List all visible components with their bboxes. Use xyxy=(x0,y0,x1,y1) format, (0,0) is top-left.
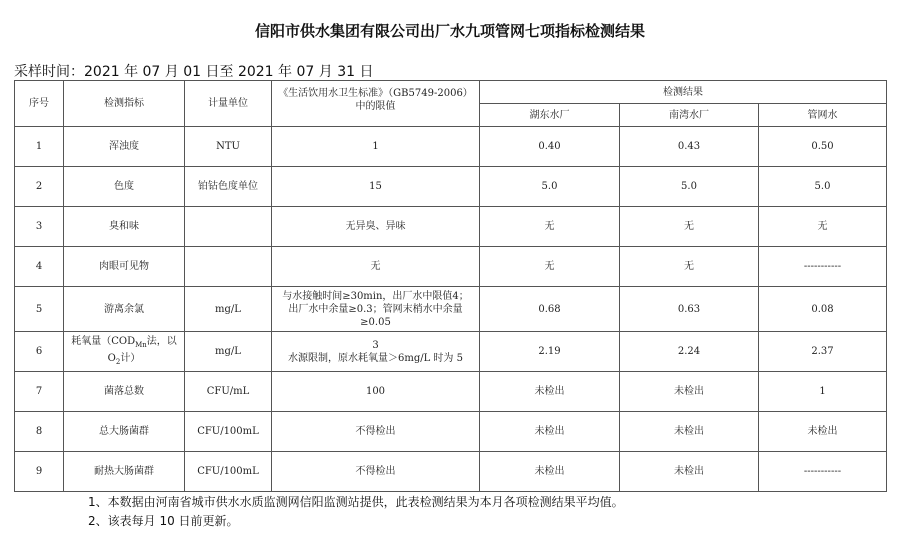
cell-site-hudong: 5.0 xyxy=(480,167,620,207)
cell-indicator: 耗氧量（$COD_{Mn}$法，以$O_2$计） xyxy=(64,332,185,372)
cell-site-nanwan: 0.63 xyxy=(620,287,759,332)
cell-unit: 铂钴色度单位 xyxy=(185,167,272,207)
cell-indicator: 肉眼可见物 xyxy=(64,247,185,287)
cell-index: 2 xyxy=(15,167,64,207)
cell-limit: 无 xyxy=(272,247,480,287)
cell-site-hudong: 2.19 xyxy=(480,332,620,372)
page-title: 信阳市供水集团有限公司出厂水九项管网七项指标检测结果 xyxy=(254,22,645,40)
cell-site-network: 无 xyxy=(759,207,887,247)
table-row xyxy=(15,412,887,452)
cell-site-hudong: 0.40 xyxy=(480,127,620,167)
cell-indicator: 色度 xyxy=(64,167,185,207)
cell-indicator: 菌落总数 xyxy=(64,372,185,412)
cell-site-nanwan: 2.24 xyxy=(620,332,759,372)
header-site-hudong: 湖东水厂 xyxy=(480,104,620,127)
cell-site-hudong: 未检出 xyxy=(480,412,620,452)
cell-limit: 无异臭、异味 xyxy=(272,207,480,247)
sampling-time: 采样时间：2021 年 07 月 01 日至 2021 年 07 月 31 日 xyxy=(14,64,374,80)
cell-site-network: 5.0 xyxy=(759,167,887,207)
cell-site-network: 0.50 xyxy=(759,127,887,167)
header-results: 检测结果 xyxy=(480,81,887,104)
table-row xyxy=(15,452,887,492)
results-table xyxy=(14,80,887,492)
cell-site-hudong: 无 xyxy=(480,247,620,287)
header-limit: 《生活饮用水卫生标准》（GB5749-2006）中的限值 xyxy=(272,81,480,127)
header-site-network: 管网水 xyxy=(759,104,887,127)
cell-indicator: 总大肠菌群 xyxy=(64,412,185,452)
cell-indicator: 耐热大肠菌群 xyxy=(64,452,185,492)
table-row xyxy=(15,247,887,287)
cell-index: 3 xyxy=(15,207,64,247)
cell-site-hudong: 未检出 xyxy=(480,452,620,492)
cell-site-nanwan: 无 xyxy=(620,207,759,247)
cell-site-network: ----------- xyxy=(759,247,887,287)
cell-limit: 与水接触时间≥30min，出厂水中限值4；出厂水中余量≥0.3；管网末梢水中余量≥0.05 xyxy=(272,287,480,332)
footnote-source: 1、本数据由河南省城市供水水质监测网信阳监测站提供，此表检测结果为本月各项检测结果平均值。 xyxy=(88,495,624,509)
cell-site-network: 未检出 xyxy=(759,412,887,452)
cell-limit: 1 xyxy=(272,127,480,167)
header-index: 序号 xyxy=(15,81,64,127)
cell-site-nanwan: 未检出 xyxy=(620,372,759,412)
cell-indicator: 浑浊度 xyxy=(64,127,185,167)
cell-site-nanwan: 未检出 xyxy=(620,452,759,492)
footnote-update: 2、该表每月 10 日前更新。 xyxy=(88,514,239,528)
cell-unit: CFU/100mL xyxy=(185,452,272,492)
cell-site-nanwan: 无 xyxy=(620,247,759,287)
cell-index: 8 xyxy=(15,412,64,452)
cell-index: 7 xyxy=(15,372,64,412)
cell-unit xyxy=(185,247,272,287)
table-row xyxy=(15,207,887,247)
header-site-nanwan: 南湾水厂 xyxy=(620,104,759,127)
cell-site-hudong: 无 xyxy=(480,207,620,247)
table-row xyxy=(15,332,887,372)
cell-limit: 不得检出 xyxy=(272,452,480,492)
cell-site-hudong: 未检出 xyxy=(480,372,620,412)
cell-index: 5 xyxy=(15,287,64,332)
cell-unit: mg/L xyxy=(185,332,272,372)
cell-index: 4 xyxy=(15,247,64,287)
cell-limit: 15 xyxy=(272,167,480,207)
cell-site-network: 1 xyxy=(759,372,887,412)
cell-site-nanwan: 5.0 xyxy=(620,167,759,207)
cell-indicator: 游离余氯 xyxy=(64,287,185,332)
cell-indicator: 臭和味 xyxy=(64,207,185,247)
cell-limit: 100 xyxy=(272,372,480,412)
cell-unit: NTU xyxy=(185,127,272,167)
cell-index: 9 xyxy=(15,452,64,492)
cell-site-nanwan: 未检出 xyxy=(620,412,759,452)
table-row xyxy=(15,167,887,207)
cell-site-network: 0.08 xyxy=(759,287,887,332)
table-row xyxy=(15,372,887,412)
cell-limit: 不得检出 xyxy=(272,412,480,452)
cell-unit: CFU/100mL xyxy=(185,412,272,452)
cell-site-nanwan: 0.43 xyxy=(620,127,759,167)
header-unit: 计量单位 xyxy=(185,81,272,127)
cell-unit xyxy=(185,207,272,247)
footnotes xyxy=(88,493,624,531)
cell-index: 6 xyxy=(15,332,64,372)
cell-site-network: 2.37 xyxy=(759,332,887,372)
cell-unit: mg/L xyxy=(185,287,272,332)
cell-site-hudong: 0.68 xyxy=(480,287,620,332)
table-row xyxy=(15,287,887,332)
cell-limit: 3 水源限制，原水耗氧量＞6mg/L 时为 5 xyxy=(272,332,480,372)
table-row xyxy=(15,127,887,167)
cell-index: 1 xyxy=(15,127,64,167)
header-indicator: 检测指标 xyxy=(64,81,185,127)
cell-site-network: ----------- xyxy=(759,452,887,492)
cell-unit: CFU/mL xyxy=(185,372,272,412)
